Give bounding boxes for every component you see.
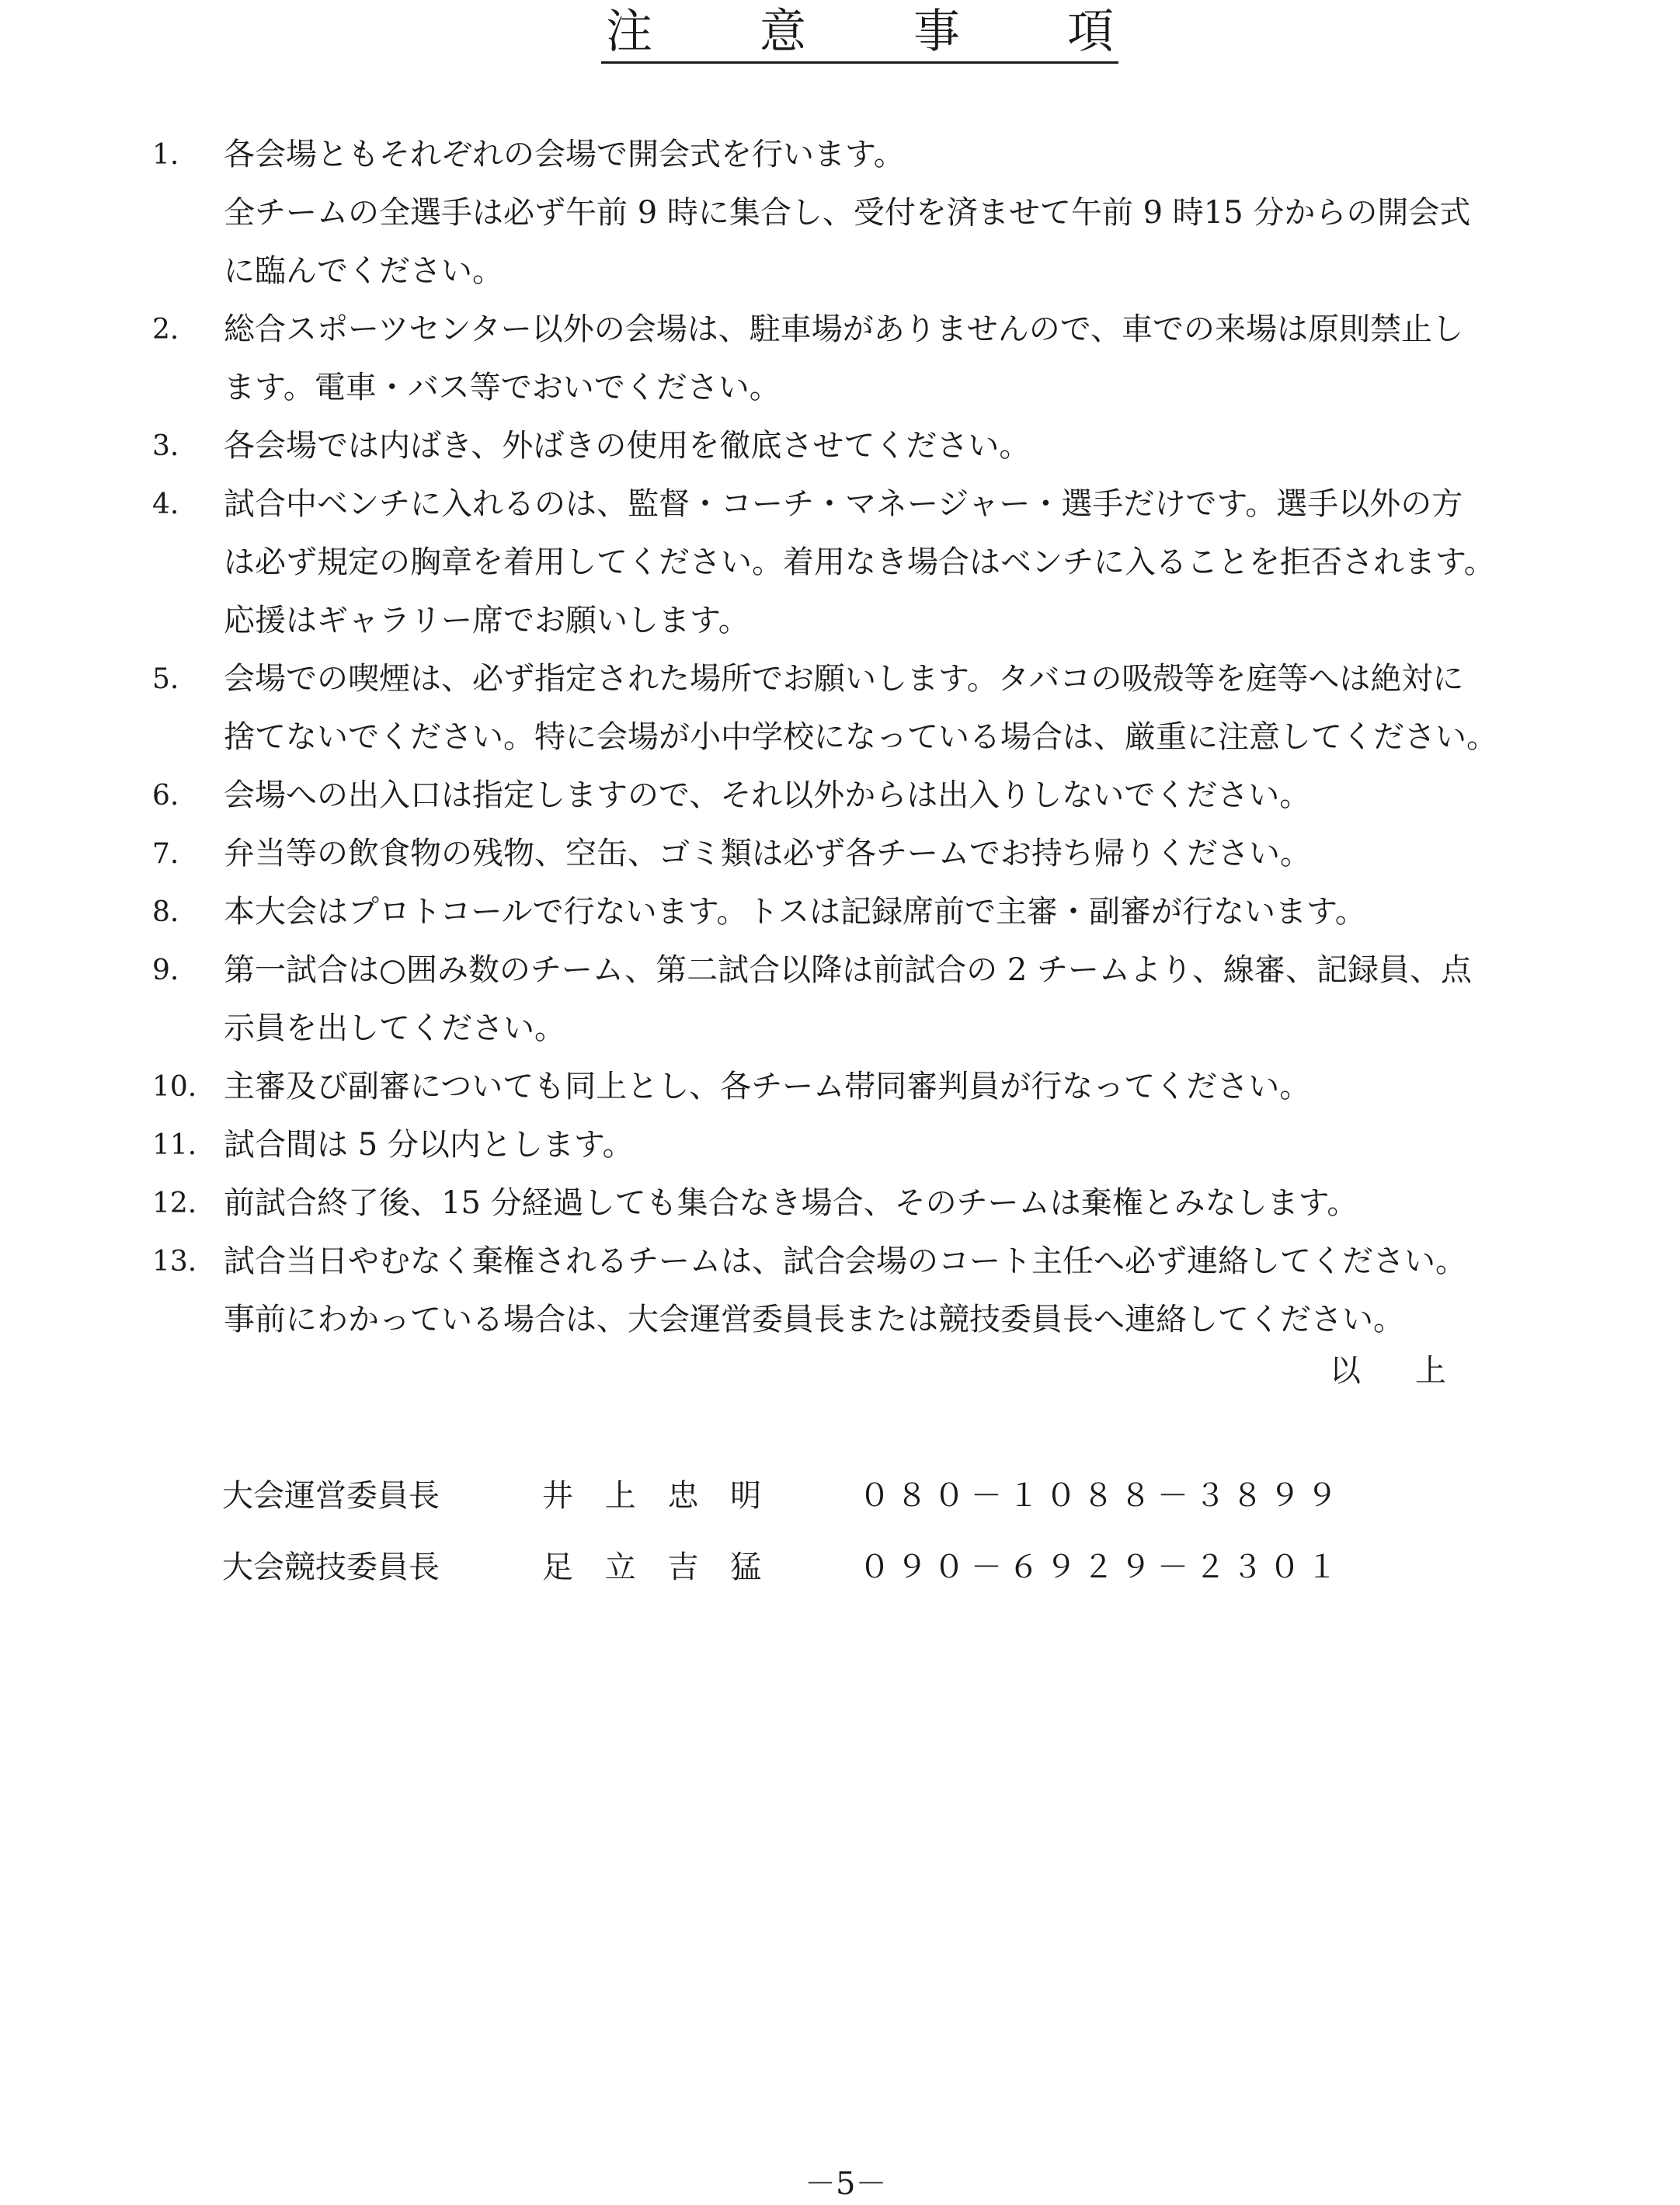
- item-text: [224, 941, 1659, 1058]
- notice-item: [152, 126, 1659, 301]
- notice-item: [152, 475, 1659, 650]
- page-title: [601, 0, 1118, 64]
- text-line: 本大会はプロトコールで行ないます。トスは記録席前で主審・副審が行ないます。: [224, 894, 1366, 930]
- text-line: ます。電車・バス等でおいでください。: [224, 370, 781, 405]
- text-line: 示員を出してください。: [224, 1010, 565, 1046]
- closing-mark: [1330, 1342, 1446, 1400]
- item-text: [224, 767, 1659, 825]
- notice-item: [152, 883, 1659, 941]
- item-number: 1.: [152, 139, 179, 171]
- text-line: 応援はギャラリー席でお願いします。: [224, 603, 750, 638]
- contact-name: 足 立 吉 猛: [542, 1549, 773, 1585]
- text-line: 各会場では内ばき、外ばきの使用を徹底させてください。: [224, 428, 1031, 464]
- item-number: 2.: [152, 314, 179, 346]
- notice-item: [152, 1233, 1659, 1349]
- item-text: [224, 126, 1659, 301]
- item-number: 10.: [152, 1071, 197, 1103]
- item-text: [224, 1116, 1659, 1174]
- item-number: 8.: [152, 896, 179, 928]
- text-line: 事前にわかっている場合は、大会運営委員長または競技委員長へ連絡してください。: [224, 1302, 1404, 1337]
- text-line: 捨てないでください。特に会場が小中学校になっている場合は、厳重に注意してください。: [224, 719, 1497, 755]
- text-line: 主審及び副審についても同上とし、各チーム帯同審判員が行なってください。: [224, 1069, 1311, 1104]
- item-text: [224, 825, 1659, 883]
- item-number: 9.: [152, 955, 179, 986]
- item-number: 5.: [152, 663, 179, 695]
- closing-char: 上: [1415, 1353, 1446, 1389]
- item-text: [224, 1058, 1659, 1116]
- title-char: 注: [606, 5, 652, 59]
- item-text: [224, 650, 1659, 767]
- notice-list: [152, 126, 1659, 1349]
- text-line: 各会場ともそれぞれの会場で開会式を行います。: [224, 137, 905, 172]
- item-text: [224, 1233, 1659, 1349]
- notice-item: [152, 941, 1659, 1058]
- item-text: [224, 417, 1659, 475]
- notice-item: [152, 650, 1659, 767]
- notice-item: [152, 301, 1659, 417]
- title-char: 事: [913, 5, 960, 59]
- notice-item: [152, 825, 1659, 883]
- text-line: 会場への出入口は指定しますので、それ以外からは出入りしないでください。: [224, 777, 1311, 813]
- closing-char: 以: [1330, 1353, 1361, 1389]
- notice-item: [152, 1058, 1659, 1116]
- contact-name: 井 上 忠 明: [542, 1477, 773, 1514]
- item-number: 3.: [152, 430, 179, 462]
- text-line: 総合スポーツセンター以外の会場は、駐車場がありませんので、車での来場は原則禁止し: [224, 311, 1463, 347]
- item-number: 13.: [152, 1246, 197, 1278]
- contact-list: [222, 1457, 1387, 1600]
- contact-role: 大会運営委員長: [222, 1477, 440, 1514]
- text-line: は必ず規定の胸章を着用してください。着用なき場合はベンチに入ることを拒否されます。: [224, 544, 1495, 580]
- item-text: [224, 475, 1659, 650]
- notice-item: [152, 767, 1659, 825]
- text-line: 全チームの全選手は必ず午前 9 時に集合し、受付を済ませて午前 9 時15 分からの開会式: [224, 195, 1471, 231]
- notice-item: [152, 1116, 1659, 1174]
- text-line: 第一試合は○囲み数のチーム、第二試合以降は前試合の 2 チームより、線審、記録員、点: [224, 952, 1472, 988]
- notice-item: [152, 417, 1659, 475]
- item-number: 6.: [152, 780, 179, 812]
- contact-row: [222, 1529, 1387, 1600]
- text-line: 前試合終了後、15 分経過しても集合なき場合、そのチームは棄権とみなします。: [224, 1185, 1358, 1221]
- contact-phone: ０９０－６９２９－２３０１: [859, 1549, 1344, 1585]
- item-text: [224, 301, 1659, 417]
- contact-phone: ０８０－１０８８－３８９９: [859, 1477, 1344, 1514]
- text-line: 試合間は 5 分以内とします。: [224, 1127, 634, 1163]
- item-number: 7.: [152, 838, 179, 870]
- title-char: 項: [1067, 5, 1114, 59]
- text-line: 試合中ベンチに入れるのは、監督・コーチ・マネージャー・選手だけです。選手以外の方: [224, 486, 1463, 522]
- contact-role: 大会競技委員長: [222, 1549, 440, 1585]
- text-line: に臨んでください。: [224, 253, 503, 289]
- text-line: 会場での喫煙は、必ず指定された場所でお願いします。タバコの吸殻等を庭等へは絶対に: [224, 661, 1464, 697]
- item-text: [224, 1174, 1659, 1233]
- title-char: 意: [760, 5, 806, 59]
- page-number: －5－: [805, 2166, 887, 2202]
- text-line: 弁当等の飲食物の残物、空缶、ゴミ類は必ず各チームでお持ち帰りください。: [224, 836, 1311, 871]
- notice-item: [152, 1174, 1659, 1233]
- item-number: 11.: [152, 1129, 197, 1161]
- text-line: 試合当日やむなく棄権されるチームは、試合会場のコート主任へ必ず連絡してください。: [224, 1243, 1466, 1279]
- item-text: [224, 883, 1659, 941]
- item-number: 12.: [152, 1188, 197, 1219]
- item-number: 4.: [152, 489, 179, 520]
- contact-row: [222, 1457, 1387, 1529]
